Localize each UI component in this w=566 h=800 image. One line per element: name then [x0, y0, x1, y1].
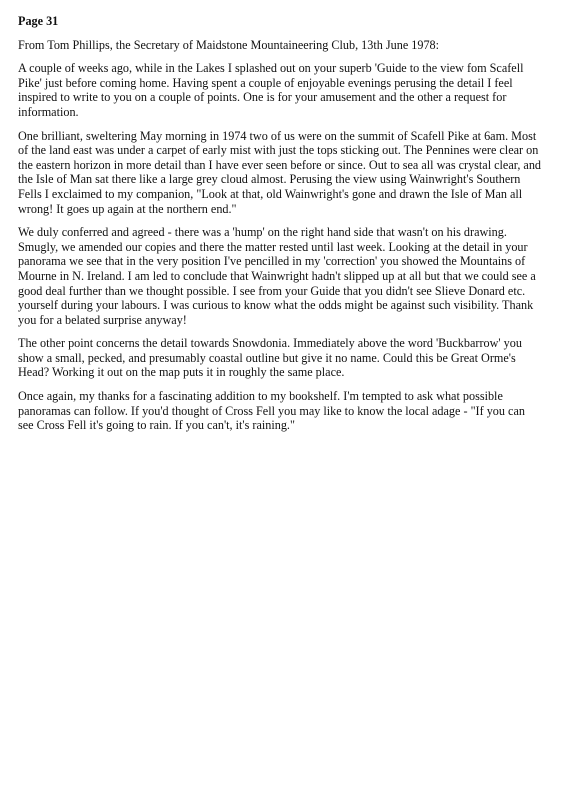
document-page [18, 14, 542, 442]
letter-paragraph-1: A couple of weeks ago, while in the Lakes I splashed out on your superb 'Guide to the view fom Scafell Pike' just before coming home. Having spent a couple of enjoyable evenings perusing the detail I feel inspired to write to you on a couple of points. One is for your amusement and the other a request for information. [18, 61, 524, 119]
page-number-heading: Page 31 [18, 14, 59, 28]
letter-paragraph-2: One brilliant, sweltering May morning in 1974 two of us were on the summit of Scafell Pike at 6am. Most of the land east was under a carpet of early mist with just the tops sticking out. The Pennines were clear on the eastern horizon in more detail than I have ever seen before or since. Out to sea all was crystal clear, and the Isle of Man sat there like a large grey cloud almost. Perusing the view using Wainwright's Southern Fells I exclaimed to my companion, "Look at that, old Wainwright's gone and drawn the Isle of Man all wrong! It goes up again at the northern end." [18, 128, 542, 216]
letter-attribution: From Tom Phillips, the Secretary of Maidstone Mountaineering Club, 13th June 1978: [18, 37, 440, 52]
letter-paragraph-4: The other point concerns the detail towards Snowdonia. Immediately above the word 'Buckbarrow' you show a small, pecked, and presumably coastal outline but give it no name. Could this be Great Orme's Head? Working it out on the map puts it in roughly the same place. [18, 336, 522, 380]
letter-paragraph-5: Once again, my thanks for a fascinating addition to my bookshelf. I'm tempted to ask what possible panoramas can follow. If you'd thought of Cross Fell you may like to know the local adage - "If you can see Cross Fell it's going to rain. If you can't, it's raining." [18, 389, 525, 433]
letter-paragraph-3: We duly conferred and agreed - there was a 'hump' on the right hand side that wasn't on his drawing. Smugly, we amended our copies and there the matter rested until last week. Looking at the detail in your panorama we see that in the very position I've pencilled in my 'correction' you showed the Mountains of Mourne in N. Ireland. I am led to conclude that Wainwright hadn't slipped up at all but that we could see a good deal further than we thought possible. I see from your Guide that you didn't see Slieve Donard etc. yourself during your labours. I was curious to know what the odds might be against such visibility. Thank you for a belated surprise anyway! [18, 225, 536, 327]
